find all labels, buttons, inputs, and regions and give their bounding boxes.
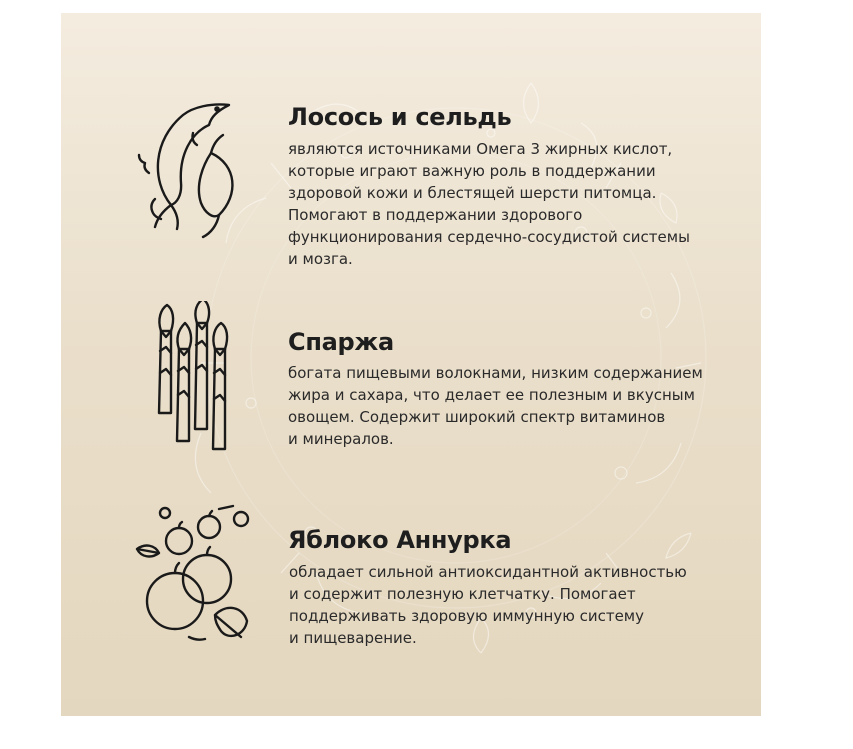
text-line: богата пищевыми волокнами, низким содержанием (288, 364, 703, 382)
text-line: овощем. Содержит широкий спектр витаминов (288, 408, 666, 426)
text-line: Помогают в поддержании здорового (288, 206, 583, 224)
section-text-apple (289, 561, 687, 649)
text-line: и минералов. (288, 430, 394, 448)
apples-icon (131, 503, 266, 648)
section-title-asparagus: Спаржа (288, 328, 394, 356)
text-line: функционирования сердечно-сосудистой системы (288, 228, 690, 246)
section-text-salmon (288, 138, 690, 270)
section-title-salmon: Лосось и сельдь (288, 103, 512, 131)
text-line: которые играют важную роль в поддержании (288, 162, 656, 180)
text-line: здоровой кожи и блестящей шерсти питомца. (288, 184, 657, 202)
section-text-asparagus (288, 362, 703, 450)
text-line: и пищеварение. (289, 629, 417, 647)
text-line: являются источниками Омега 3 жирных кислот, (288, 140, 673, 158)
section-title-apple: Яблоко Аннурка (288, 526, 512, 554)
info-card (61, 13, 761, 716)
text-line: поддерживать здоровую иммунную систему (289, 607, 644, 625)
text-line: и содержит полезную клетчатку. Помогает (289, 585, 636, 603)
asparagus-icon (149, 301, 239, 453)
text-line: жира и сахара, что делает ее полезным и вкусным (288, 386, 695, 404)
text-line: обладает сильной антиоксидантной активностью (289, 563, 687, 581)
text-line: и мозга. (288, 250, 353, 268)
fish-icon (131, 95, 243, 245)
